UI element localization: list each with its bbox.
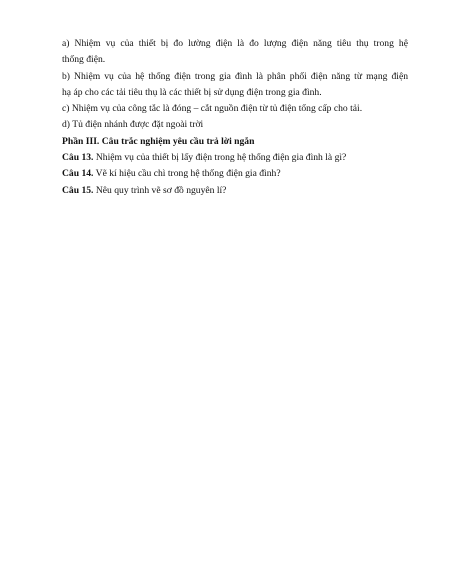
statement-d [62,117,408,133]
question-14 [62,166,408,182]
document-page [62,36,408,199]
question-14-label: Câu 14. [62,168,94,180]
question-15-text: Nêu quy trình vẽ sơ đồ nguyên lí? [93,184,227,196]
statement-c-text: c) Nhiệm vụ của công tắc là đóng – cắt nguồn điện từ tủ điện tổng cấp cho tải. [62,103,363,115]
statement-a [62,36,408,69]
question-13-text: Nhiệm vụ của thiết bị lấy điện trong hệ thống điện gia đình là gì? [93,152,347,164]
question-15 [62,183,408,199]
statement-a-line-2: thống điện. [62,54,106,66]
question-13-label: Câu 13. [62,152,94,164]
statement-b-line-2: hạ áp cho các tải tiêu thụ là các thiết bị sử dụng điện trong gia đình. [62,86,322,98]
question-15-label: Câu 15. [62,184,94,196]
statement-c [62,101,408,117]
question-14-text: Vẽ kí hiệu cầu chì trong hệ thống điện gia đình? [93,168,281,180]
question-13 [62,150,408,166]
statement-b-line-1: b) Nhiệm vụ của hệ thống điện trong gia đình là phân phối điện năng từ mạng điện [62,70,408,82]
section-heading: Phần III. Câu trắc nghiệm yêu cầu trả lời ngắn [62,135,255,147]
statement-a-line-1: a) Nhiệm vụ của thiết bị đo lường điện là đo lượng điện năng tiêu thụ trong hệ [62,38,408,49]
statement-d-text: d) Tủ điện nhánh được đặt ngoài trời [62,119,204,131]
statement-b [62,69,408,102]
